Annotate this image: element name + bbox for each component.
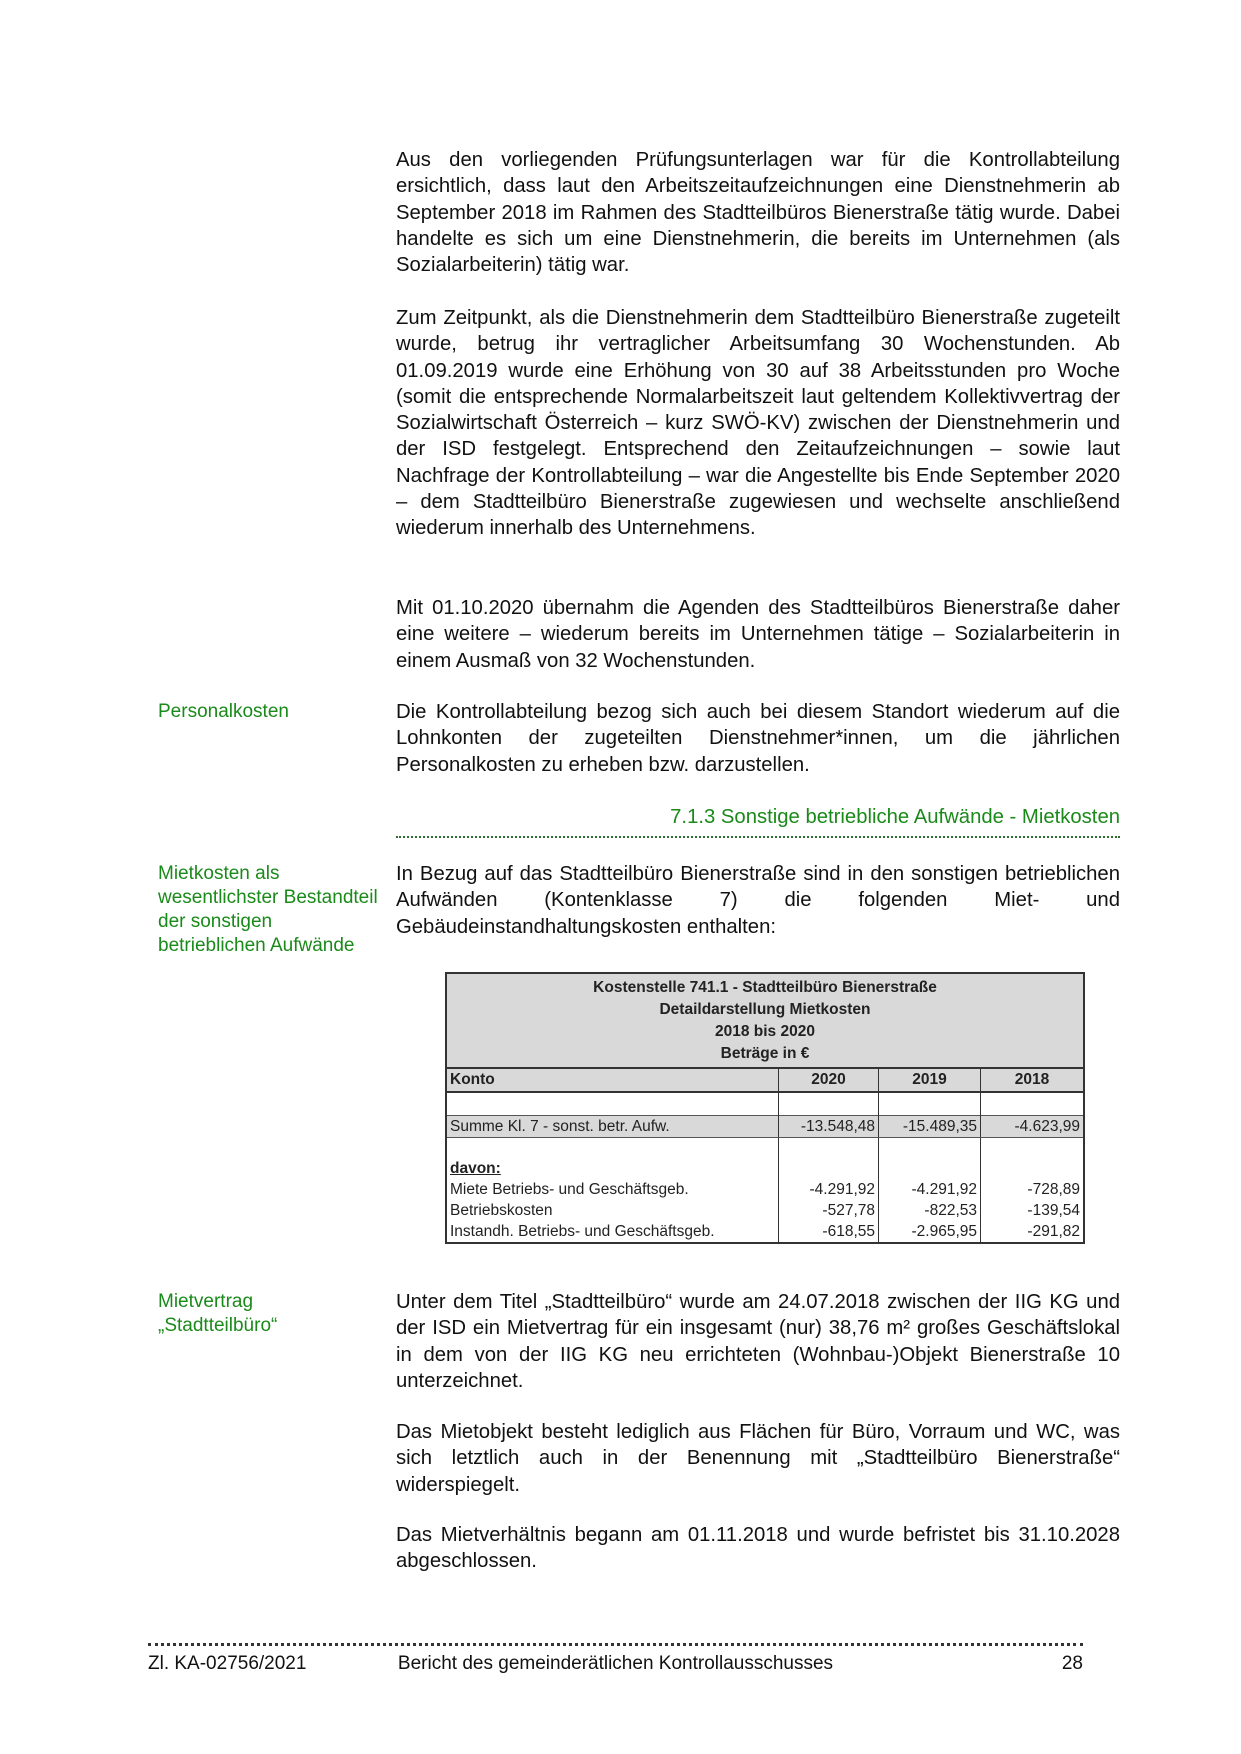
davon-label: davon:: [450, 1159, 501, 1177]
paragraph-5: In Bezug auf das Stadtteilbüro Bienerstraße sind in den sonstigen betrieblichen Aufwänden (Kontenklasse 7) die folgenden Miet- und Gebäudeinstandhaltungskosten enthalten:: [396, 863, 1120, 938]
table-row: [446, 1179, 1084, 1200]
footer-title: Bericht des gemeinderätlichen Kontrollausschusses: [397, 1653, 834, 1674]
footer-reference: Zl. KA-02756/2021: [148, 1653, 307, 1674]
sum-label: Summe Kl. 7 - sonst. betr. Aufw.: [446, 1116, 779, 1138]
row-value-2019: -4.291,92: [879, 1179, 981, 1200]
column-header-2020: 2020: [779, 1068, 879, 1092]
empty-cell: [779, 1138, 879, 1159]
table-davon-row: [446, 1158, 1084, 1179]
page-footer: [148, 1652, 1083, 1676]
table-title-line: Detaildarstellung Mietkosten: [659, 1001, 871, 1018]
side-label-mietkosten: Mietkosten als wesentlichster Bestandteil der sonstigen betrieblichen Aufwände: [158, 863, 378, 956]
table-title-line: Beträge in €: [720, 1045, 810, 1062]
paragraph-6-container: [396, 1289, 1120, 1394]
paragraph-3: Mit 01.10.2020 übernahm die Agenden des Stadtteilbüros Bienerstraße daher eine weitere – wiederum bereits im Unternehmen tätige – Sozialarbeiterin in einem Ausmaß von 32 Wochenstunden.: [396, 597, 1120, 672]
side-label-personalkosten: Personalkosten: [158, 701, 289, 722]
table-title-line: 2018 bis 2020: [715, 1023, 815, 1040]
table-sum-row: [446, 1116, 1084, 1138]
table-title: [446, 973, 1084, 1068]
paragraph-7-container: [396, 1419, 1120, 1498]
empty-cell: [981, 1158, 1085, 1179]
cost-table: [445, 972, 1085, 1244]
table-title-line: Kostenstelle 741.1 - Stadtteilbüro Bienerstraße: [593, 979, 937, 996]
table-spacer-row: [446, 1138, 1084, 1159]
table-header-row: [446, 1068, 1084, 1092]
empty-cell: [779, 1092, 879, 1116]
row-value-2020: -618,55: [779, 1221, 879, 1243]
paragraph-8-container: [396, 1522, 1120, 1575]
paragraph-3-container: [396, 595, 1120, 674]
column-header-2019: 2019: [879, 1068, 981, 1092]
table-title-row: [446, 973, 1084, 1068]
sum-value-2020: -13.548,48: [779, 1116, 879, 1138]
paragraph-2-container: [396, 305, 1120, 542]
empty-cell: [779, 1158, 879, 1179]
empty-cell: [446, 1138, 779, 1159]
table-spacer-row: [446, 1092, 1084, 1116]
paragraph-1: Aus den vorliegenden Prüfungsunterlagen war für die Kontrollabteilung ersichtlich, dass laut den Arbeitszeitaufzeichnungen eine Dienstnehmerin ab September 2018 im Rahmen des Stadtteilbüros Bienerstraße tätig wurde. Dabei handelte es sich um eine Dienstnehmerin, die bereits im Unternehmen (als Sozialarbeiterin) tätig war.: [396, 149, 1120, 277]
row-value-2018: -291,82: [981, 1221, 1085, 1243]
column-header-konto: Konto: [446, 1068, 779, 1092]
row-label: Instandh. Betriebs- und Geschäftsgeb.: [450, 1222, 715, 1240]
paragraph-1-container: [396, 147, 1120, 278]
empty-cell: [446, 1092, 779, 1116]
empty-cell: [879, 1092, 981, 1116]
empty-cell: [879, 1138, 981, 1159]
column-header-2018: 2018: [981, 1068, 1085, 1092]
paragraph-6: Unter dem Titel „Stadtteilbüro“ wurde am 24.07.2018 zwischen der IIG KG und der ISD ein Mietvertrag für ein insgesamt (nur) 38,76 m² großes Geschäftslokal in dem von der IIG KG neu errichteten (Wohnbau-)Objekt Bienerstraße 10 unterzeichnet.: [396, 1291, 1120, 1392]
sum-value-2018: -4.623,99: [981, 1116, 1085, 1138]
row-label: Miete Betriebs- und Geschäftsgeb.: [450, 1180, 689, 1198]
empty-cell: [981, 1138, 1085, 1159]
empty-cell: [879, 1158, 981, 1179]
empty-cell: [981, 1092, 1085, 1116]
paragraph-5-container: [396, 861, 1120, 940]
row-label: Betriebskosten: [450, 1201, 553, 1219]
paragraph-4: Die Kontrollabteilung bezog sich auch bei diesem Standort wiederum auf die Lohnkonten der zugeteilten Dienstnehmer*innen, um die jährlichen Personalkosten zu erheben bzw. darzustellen.: [396, 701, 1120, 776]
table-row: [446, 1200, 1084, 1221]
row-value-2018: -139,54: [981, 1200, 1085, 1221]
row-value-2018: -728,89: [981, 1179, 1085, 1200]
paragraph-7: Das Mietobjekt besteht lediglich aus Flächen für Büro, Vorraum und WC, was sich letztlich auch in der Benennung mit „Stadtteilbüro Bienerstraße“ widerspiegelt.: [396, 1421, 1120, 1496]
row-value-2019: -822,53: [879, 1200, 981, 1221]
table-row: [446, 1221, 1084, 1243]
paragraph-4-container: [396, 699, 1120, 778]
row-value-2020: -4.291,92: [779, 1179, 879, 1200]
section-heading: 7.1.3 Sonstige betriebliche Aufwände - Mietkosten: [396, 804, 1120, 838]
footer-divider: [148, 1643, 1083, 1646]
sum-value-2019: -15.489,35: [879, 1116, 981, 1138]
paragraph-8: Das Mietverhältnis begann am 01.11.2018 und wurde befristet bis 31.10.2028 abgeschlossen.: [396, 1524, 1120, 1573]
page-number: 28: [1061, 1653, 1083, 1674]
row-value-2020: -527,78: [779, 1200, 879, 1221]
paragraph-2: Zum Zeitpunkt, als die Dienstnehmerin dem Stadtteilbüro Bienerstraße zugeteilt wurde, betrug ihr vertraglicher Arbeitsumfang 30 Wochenstunden. Ab 01.09.2019 wurde eine Erhöhung von 30 auf 38 Arbeitsstunden pro Woche (somit die entsprechende Normalarbeitszeit laut geltendem Kollektivvertrag der Sozialwirtschaft Österreich – kurz SWÖ-KV) zwischen der Dienstnehmerin und der ISD festgelegt. Entsprechend den Zeitaufzeichnungen – sowie laut Nachfrage der Kontrollabteilung – war die Angestellte bis Ende September 2020 – dem Stadtteilbüro Bienerstraße zugewiesen und wechselte anschließend wiederum innerhalb des Unternehmens.: [396, 307, 1120, 540]
row-value-2019: -2.965,95: [879, 1221, 981, 1243]
side-label-mietvertrag: Mietvertrag „Stadtteilbüro“: [158, 1291, 278, 1336]
